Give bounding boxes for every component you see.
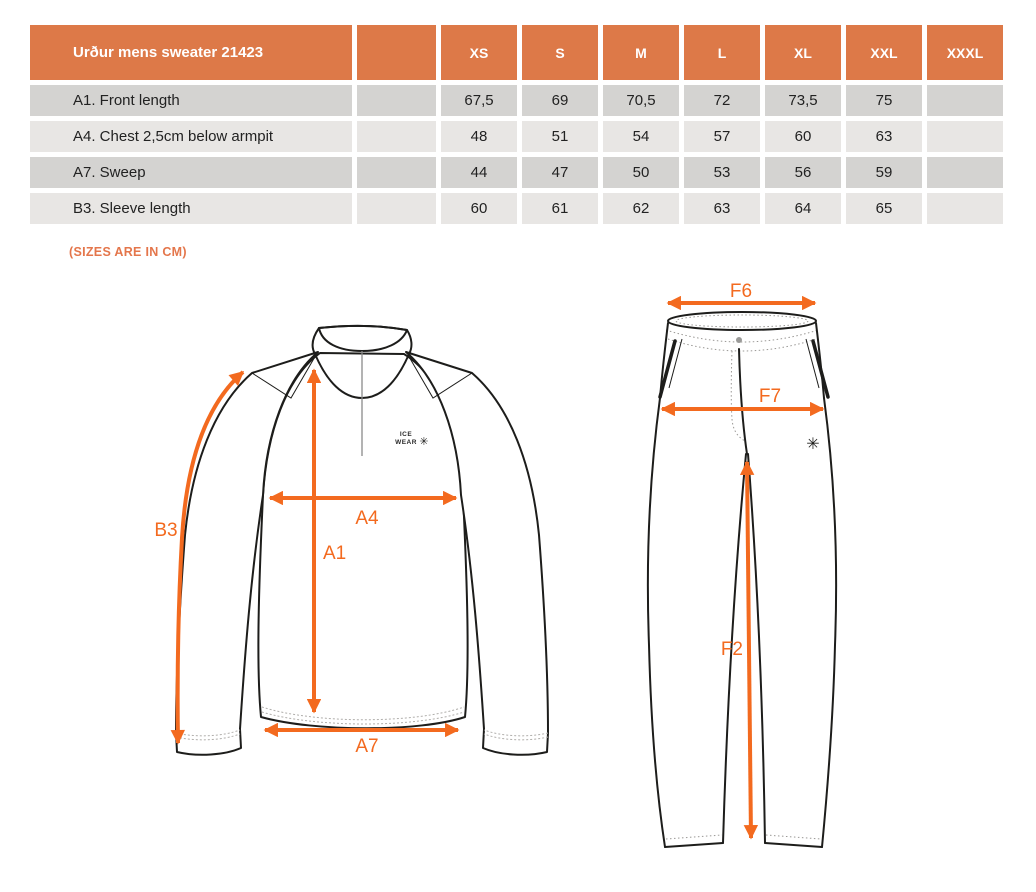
row-spacer [357,157,436,188]
table-cell: 54 [603,121,679,152]
table-title: Urður mens sweater 21423 [30,25,352,80]
icewear-logo-text: ICE [399,431,413,438]
table-cell: 72 [684,85,760,116]
left-pocket-edge [669,339,682,388]
sweater-torso [258,353,467,728]
table-cell: 62 [603,193,679,224]
size-col-header-xxl: XXL [846,25,922,80]
waistband-stitch [668,339,816,351]
row-label-chest: A4. Chest 2,5cm below armpit [30,121,352,152]
table-cell: 53 [684,157,760,188]
size-table [30,25,1003,224]
table-cell: 69 [522,85,598,116]
table-cell: 47 [522,157,598,188]
table-cell [927,193,1003,224]
table-cell [927,85,1003,116]
a4-label: A4 [355,508,379,529]
table-cell: 57 [684,121,760,152]
waist-button [736,337,742,343]
row-label-sleeve-length: B3. Sleeve length [30,193,352,224]
sweater-diagram [140,280,560,770]
table-header-spacer [357,25,436,80]
right-pocket-edge [806,339,819,388]
a1-label: A1 [323,543,347,564]
f2-inseam-arrow [747,462,751,838]
snowflake-icon: ✳ [806,434,820,453]
size-col-header-s: S [522,25,598,80]
left-hem-stitch [666,835,722,839]
waistband-stitch [666,330,818,342]
table-cell: 75 [846,85,922,116]
left-leg-outer [648,398,665,847]
right-hem-stitch [766,835,821,839]
f2-label: F2 [720,639,743,660]
units-note: (SIZES ARE IN CM) [69,245,187,259]
table-cell: 63 [846,121,922,152]
right-leg-outer [822,398,836,847]
table-cell: 44 [441,157,517,188]
f6-label: F6 [729,281,753,302]
table-cell: 70,5 [603,85,679,116]
size-col-header-xl: XL [765,25,841,80]
table-cell: 63 [684,193,760,224]
table-cell: 60 [765,121,841,152]
table-cell: 48 [441,121,517,152]
table-cell: 56 [765,157,841,188]
table-cell [927,157,1003,188]
collar-inner [319,326,407,351]
right-leg-hem [765,843,822,847]
row-label-front-length: A1. Front length [30,85,352,116]
icewear-logo-text: WEAR [395,439,417,446]
row-label-sweep: A7. Sweep [30,157,352,188]
table-cell: 67,5 [441,85,517,116]
table-cell: 65 [846,193,922,224]
table-cell: 64 [765,193,841,224]
table-cell: 59 [846,157,922,188]
left-leg-hem [665,843,723,847]
row-spacer [357,193,436,224]
b3-label: B3 [154,520,178,541]
row-spacer [357,121,436,152]
row-spacer [357,85,436,116]
f7-label: F7 [758,386,782,407]
size-col-header-xxxl: XXXL [927,25,1003,80]
table-cell: 61 [522,193,598,224]
size-col-header-m: M [603,25,679,80]
size-col-header-l: L [684,25,760,80]
table-cell: 60 [441,193,517,224]
size-col-header-xs: XS [441,25,517,80]
waist-stitch [676,315,808,327]
table-cell [927,121,1003,152]
right-pocket-line [813,341,828,397]
a7-label: A7 [355,736,379,757]
table-cell: 51 [522,121,598,152]
snowflake-icon: ✳ [419,435,429,448]
table-cell: 73,5 [765,85,841,116]
pants-diagram [635,280,855,860]
table-cell: 50 [603,157,679,188]
